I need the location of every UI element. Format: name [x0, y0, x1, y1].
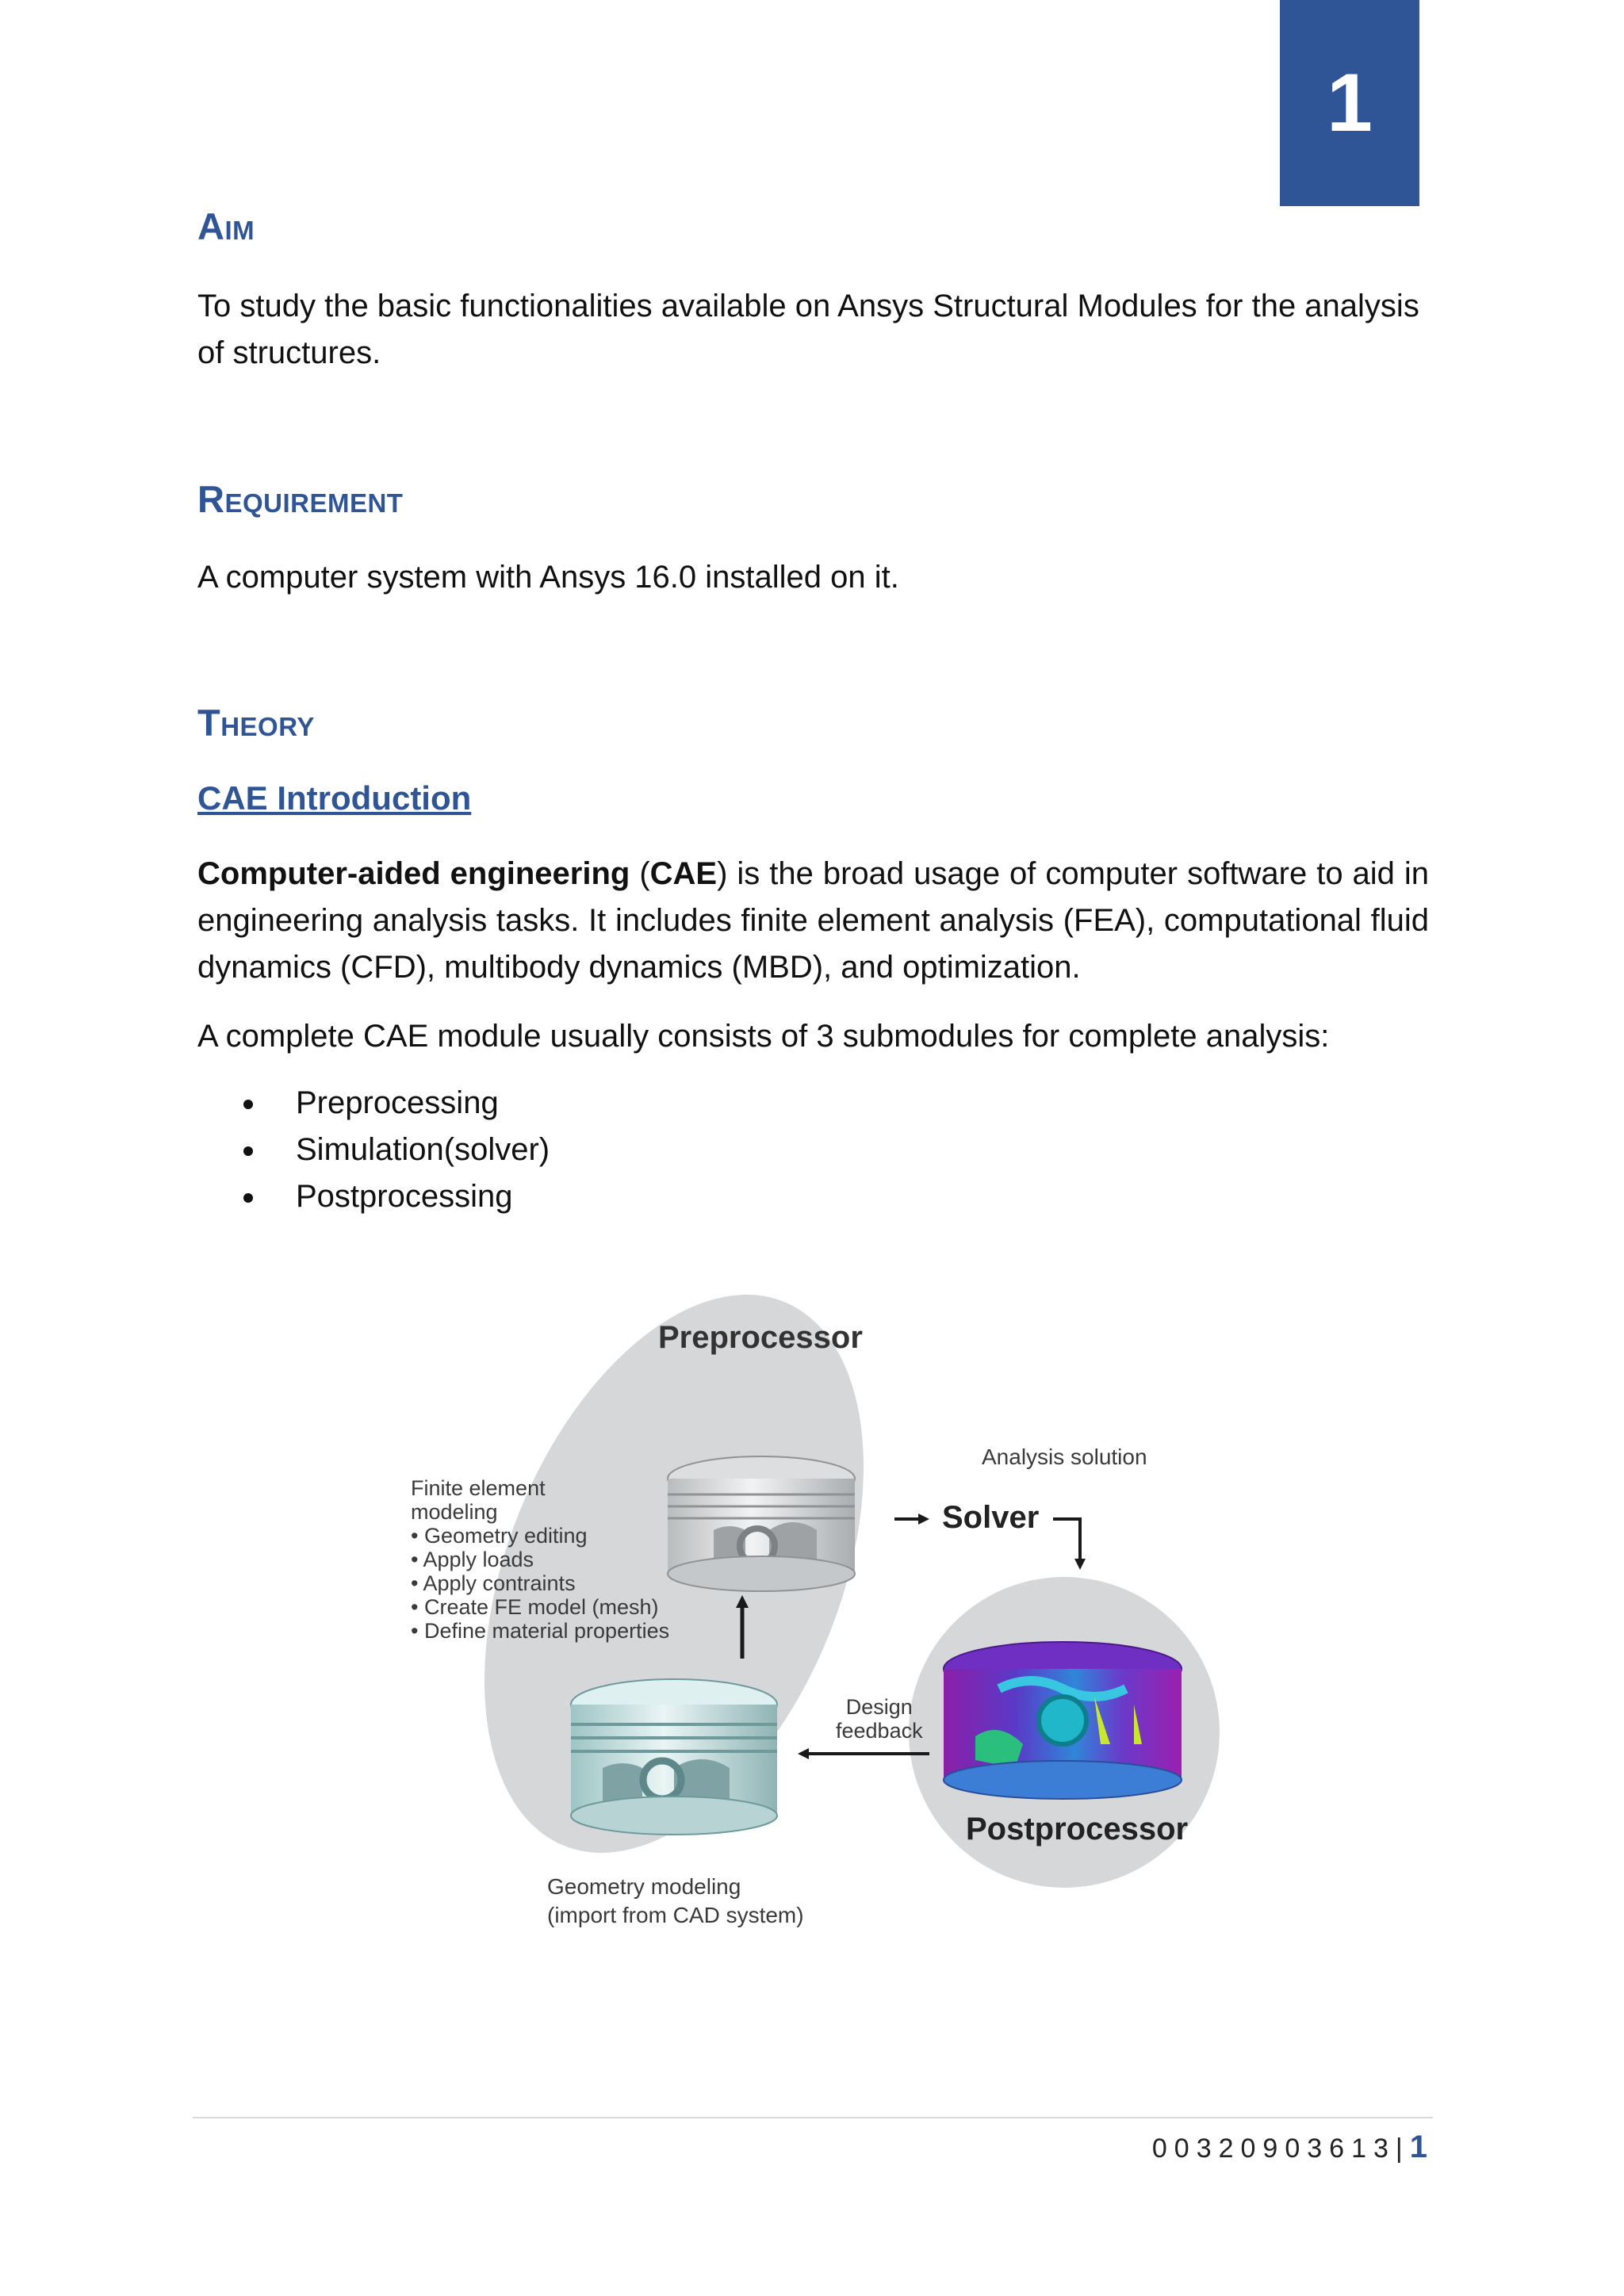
design-feedback-label [836, 1695, 923, 1743]
requirement-text: A computer system with Ansys 16.0 installed on it. [197, 560, 899, 595]
footer-divider [193, 2117, 1433, 2118]
fe-item: • Apply contraints [411, 1571, 576, 1595]
arrow-to-solver [894, 1513, 929, 1525]
geometry-line-2: (import from CAD system) [547, 1903, 804, 1927]
fe-title-line-2: modeling [411, 1500, 498, 1524]
design-feedback-line-2: feedback [836, 1719, 923, 1743]
cae-process-figure [396, 1292, 1253, 1950]
arrow-design-feedback [798, 1748, 929, 1759]
cae-intro-rest: ) is the broad usage of computer software to aid in engineering analysis tasks. It includes finite element analysis (FEA), computational fluid dynamics (CFD), multibody dynamics (MBD), and optimization. [197, 856, 1430, 985]
fe-item: • Create FE model (mesh) [411, 1595, 659, 1619]
geometry-line-1: Geometry modeling [547, 1874, 741, 1899]
finite-element-modeling-label [411, 1476, 669, 1643]
mesh-piston-image [668, 1456, 855, 1591]
geometry-piston-image [571, 1679, 777, 1835]
page-footer [1152, 2130, 1427, 2165]
aim-heading: Aim [197, 205, 255, 247]
geometry-modeling-label [547, 1873, 804, 1930]
cae-introduction-subheading: CAE Introduction [197, 779, 472, 817]
fe-title-line-1: Finite element [411, 1476, 546, 1500]
fe-item: • Define material properties [411, 1619, 670, 1643]
list-item: Preprocessing [243, 1080, 550, 1127]
postprocessor-label: Postprocessor [966, 1812, 1189, 1846]
theory-heading: Theory [197, 702, 315, 744]
arrow-solver-to-postprocessor [1053, 1519, 1086, 1570]
fe-item: • Geometry editing [411, 1524, 588, 1548]
list-item: Simulation(solver) [243, 1127, 550, 1173]
stress-result-piston-image [944, 1642, 1182, 1799]
list-item: Postprocessing [243, 1173, 550, 1220]
footer-page-number: 1 [1409, 2130, 1427, 2164]
page-number-badge: 1 [1280, 0, 1419, 206]
submodules-paragraph: A complete CAE module usually consists of 3 submodules for complete analysis: [197, 1019, 1330, 1054]
solver-label: Solver [942, 1500, 1040, 1535]
requirement-heading: Requirement [197, 478, 404, 520]
cae-abbreviation: CAE [649, 856, 718, 891]
aim-text: To study the basic functionalities available on Ansys Structural Modules for the analysis of structures. [197, 289, 1419, 370]
cae-intro-paragraph [197, 851, 1429, 991]
footer-separator: | [1395, 2133, 1410, 2164]
submodules-list [243, 1080, 550, 1220]
preprocessor-label: Preprocessor [658, 1320, 863, 1355]
design-feedback-line-1: Design [845, 1695, 913, 1719]
fe-item: • Apply loads [411, 1548, 534, 1571]
cae-term-bold: Computer-aided engineering [197, 856, 630, 891]
cae-paren-open: ( [630, 856, 650, 891]
analysis-solution-label: Analysis solution [982, 1445, 1147, 1469]
footer-id: 00320903613 [1151, 2133, 1396, 2164]
